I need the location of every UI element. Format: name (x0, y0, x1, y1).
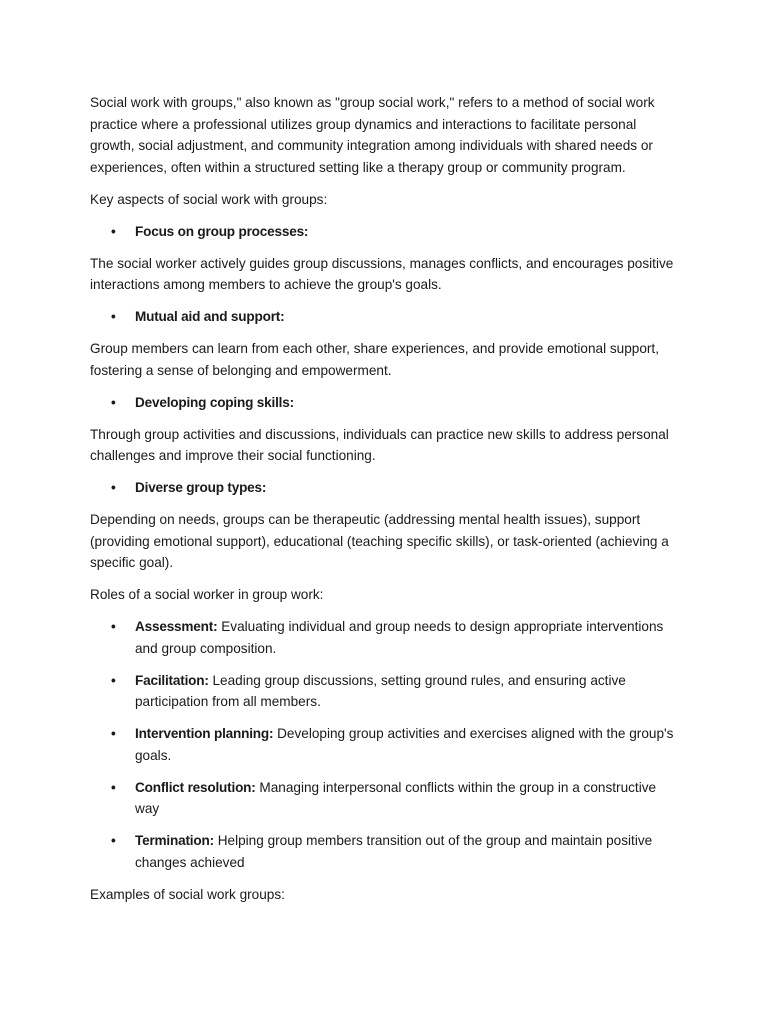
bullet-icon: • (111, 480, 116, 495)
role-item (111, 670, 680, 713)
role-text: Evaluating individual and group needs to design appropriate interventions and group composition. (135, 619, 664, 656)
role-term: Assessment: (135, 619, 218, 634)
aspect-item (111, 221, 680, 243)
bullet-icon: • (111, 309, 116, 324)
aspect-list (90, 306, 680, 328)
role-term: Intervention planning: (135, 726, 274, 741)
aspect-title: Mutual aid and support: (135, 309, 285, 324)
role-term: Termination: (135, 833, 214, 848)
roles-list (90, 616, 680, 873)
role-text: Leading group discussions, setting ground rules, and ensuring active participation from all members. (135, 672, 626, 709)
bullet-icon: • (111, 726, 116, 741)
roles-heading: Roles of a social worker in group work: (90, 587, 324, 602)
role-item (111, 723, 680, 766)
key-aspects-heading: Key aspects of social work with groups: (90, 191, 328, 207)
document-page (90, 92, 680, 916)
aspect-item (111, 306, 680, 328)
examples-heading: Examples of social work groups: (90, 886, 285, 902)
bullet-icon: • (111, 394, 116, 410)
aspect-list (90, 392, 680, 414)
aspect-list (90, 477, 680, 499)
bullet-icon: • (111, 779, 116, 795)
aspect-description: Through group activities and discussions, individuals can practice new skills to address personal challenges and improve their social functioning. (90, 426, 669, 463)
role-text: Helping group members transition out of the group and maintain positive changes achieved (135, 833, 653, 870)
bullet-icon: • (111, 833, 116, 848)
role-item (111, 830, 680, 873)
aspect-description: Group members can learn from each other, share experiences, and provide emotional support, fostering a sense of belonging and empowerment. (90, 341, 659, 378)
role-text: Developing group activities and exercises aligned with the group's goals. (135, 726, 674, 763)
aspect-description: The social worker actively guides group discussions, manages conflicts, and encourages positive interactions among members to achieve the group's goals. (90, 255, 674, 292)
aspect-item (111, 477, 680, 499)
bullet-icon: • (111, 619, 116, 634)
aspect-list (90, 221, 680, 243)
aspect-title: Focus on group processes: (135, 223, 309, 239)
bullet-icon: • (111, 223, 116, 239)
bullet-icon: • (111, 672, 116, 688)
role-item (111, 616, 680, 659)
role-term: Facilitation: (135, 672, 209, 688)
intro-paragraph: Social work with groups," also known as "group social work," refers to a method of social work practice where a professional utilizes group dynamics and interactions to facilitate personal growth, social adjustment, and community integration among individuals with shared needs or experiences, often within a structured setting like a therapy group or community program. (90, 95, 655, 175)
aspect-description: Depending on needs, groups can be therapeutic (addressing mental health issues), support (providing emotional support), educational (teaching specific skills), or task-oriented (achieving a specific goal). (90, 512, 669, 570)
role-item (111, 777, 680, 820)
role-text: Managing interpersonal conflicts within the group in a constructive way (135, 779, 657, 816)
aspect-title: Developing coping skills: (135, 394, 294, 410)
role-term: Conflict resolution: (135, 779, 256, 795)
aspect-title: Diverse group types: (135, 480, 267, 495)
aspect-item (111, 392, 680, 414)
